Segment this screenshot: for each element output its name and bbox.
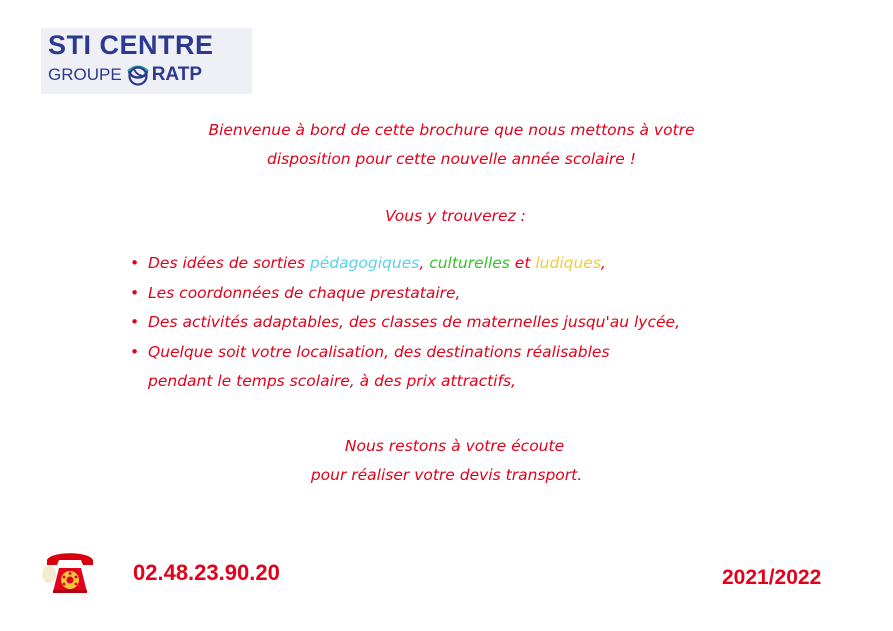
item-4-line-1: • Quelque soit votre localisation, des destinations réalisables (148, 342, 610, 361)
contact-paragraph (0, 432, 893, 490)
ratp-logo-icon (126, 64, 150, 86)
phone-number[interactable]: 02.48.23.90.20 (133, 560, 280, 585)
logo-groupe-text: GROUPE (48, 65, 122, 84)
item-1-prefix: Des idées de sorties (148, 254, 310, 272)
item-1-end: , (600, 254, 606, 272)
word-pedagogiques: pédagogiques (309, 254, 420, 272)
listen-line-1: Nous restons à votre écoute (344, 437, 565, 455)
list-item (128, 249, 828, 279)
listen-line-2: pour réaliser votre devis transport. (310, 466, 583, 484)
find-text: Vous y trouverez : (385, 207, 526, 225)
item-1-comma: , (419, 254, 430, 272)
logo-ratp-text: RATP (151, 64, 202, 85)
find-heading (0, 202, 893, 231)
word-culturelles: culturelles (429, 254, 510, 272)
logo-subtitle (48, 64, 202, 86)
telephone-icon (41, 546, 103, 594)
feature-list (128, 249, 828, 397)
list-item (128, 338, 828, 397)
company-logo (41, 28, 252, 94)
item-1-and: et (509, 254, 536, 272)
intro-paragraph (0, 116, 893, 174)
list-item: • Des activités adaptables, des classes de maternelles jusqu'au lycée, (128, 308, 828, 338)
intro-line-2: disposition pour cette nouvelle année scolaire ! (267, 150, 636, 168)
intro-line-1: Bienvenue à bord de cette brochure que nous mettons à votre (208, 121, 695, 139)
item-4-line-2: pendant le temps scolaire, à des prix attractifs, (148, 372, 516, 390)
list-item: • Les coordonnées de chaque prestataire, (128, 279, 828, 309)
word-ludiques: ludiques (535, 254, 601, 272)
logo-title: STI CENTRE (48, 30, 214, 60)
school-year: 2021/2022 (722, 566, 822, 589)
